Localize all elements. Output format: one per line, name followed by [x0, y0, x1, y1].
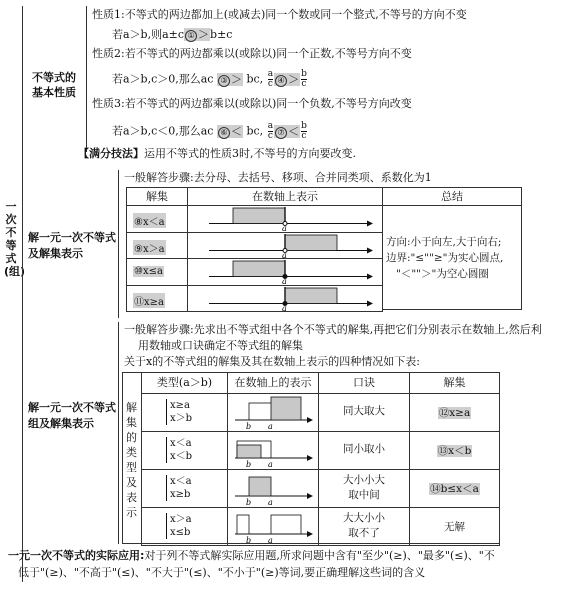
solution-region — [271, 515, 301, 534]
sys-rule: 大小小大 取中间 — [343, 474, 385, 501]
axis-label-a: a — [268, 460, 273, 469]
axis-label-a: a — [282, 250, 287, 258]
single-row-answer: ⑧x＜a — [133, 213, 166, 228]
col-header-summary: 总结 — [382, 187, 522, 206]
axis-label-b: b — [246, 536, 252, 545]
sys-answer: ⑫x≥a — [438, 407, 471, 419]
property-2-formula: 若a＞b,c＞0,那么ac ③ ＞ bc, $\frac{a}{c}$ ④ ＞ $\frac{b}{c}$ — [112, 69, 307, 89]
sys-header-type: 类型(a＞b) — [141, 372, 228, 394]
property-3: 性质3:若不等式的两边都乘以(或除以)同一个负数,不等号方向改变 — [92, 97, 412, 110]
system-number-line — [227, 469, 319, 507]
single-row-answer: ⑩x≤a — [134, 266, 163, 277]
axis-label-b: b — [246, 460, 252, 469]
application-line-2: 低于"(≥)、"不高于"(≤)、"不大于"(≤)、"不小于"(≥)等词,要正确理解这些词的含义 — [18, 566, 426, 579]
axis-label-a: a — [282, 224, 287, 232]
number-line — [187, 285, 383, 312]
solution-region — [249, 477, 271, 496]
axis-label-a: a — [268, 422, 273, 431]
col-header-axis: 在数轴上表示 — [187, 187, 383, 206]
single-row-solution — [126, 258, 188, 286]
number-line — [187, 258, 383, 285]
solution-region — [237, 515, 249, 534]
number-line — [187, 232, 383, 259]
sys-type: x＜a x＜b — [166, 437, 192, 463]
system-number-line — [227, 393, 319, 431]
single-label: 解一元一次不等式及解集表示 — [28, 231, 116, 260]
root-brace — [22, 6, 23, 582]
sys-header-axis: 在数轴上的表示 — [227, 372, 319, 394]
property-1-formula: 若a＞b,则a±c ① ＞b±c — [112, 28, 233, 41]
sys-rule: 同小取小 — [343, 443, 385, 455]
col-header-solution: 解集 — [126, 187, 188, 206]
axis-label-a: a — [282, 277, 287, 285]
single-row-solution — [126, 205, 188, 233]
axis-arrow — [367, 274, 373, 280]
single-row-answer: ⑨x＞a — [133, 240, 166, 255]
axis-arrow — [307, 455, 313, 461]
axis-label-b: b — [246, 422, 252, 431]
property-1: 性质1:不等式的两边都加上(或减去)同一个数或同一个整式,不等号的方向不变 — [92, 8, 467, 21]
system-brace — [118, 322, 119, 544]
property-2: 性质2:若不等式的两边都乘以(或除以)同一个正数,不等号方向不变 — [92, 47, 412, 60]
summary-line-1: 方向:小于向左,大于向右; — [386, 236, 502, 248]
sys-header-answer: 解集 — [409, 372, 500, 394]
axis-arrow — [307, 417, 313, 423]
axis-label-b: b — [246, 498, 252, 507]
system-steps-2: 用数轴或口诀确定不等式组的解集 — [138, 339, 303, 352]
single-row-solution — [126, 232, 188, 260]
solution-region — [233, 261, 285, 277]
single-row-answer: ⑪x≥a — [133, 293, 165, 308]
axis-arrow — [367, 221, 373, 227]
solution-region — [271, 397, 301, 420]
tip: 【满分技法】运用不等式的性质3时,不等号的方向要改变. — [78, 147, 356, 160]
side-header: 解集的类型及表示 — [126, 401, 137, 519]
basic-label: 不等式的基本性质 — [32, 71, 76, 99]
sys-header-rule: 口诀 — [318, 372, 410, 394]
system-number-line — [227, 431, 319, 469]
summary-line-2: 边界:"≤""≥"为实心圆点, — [386, 252, 504, 264]
property-3-formula: 若a＞b,c＜0,那么ac ⑥ ＜ bc, $\frac{a}{c}$ ⑦ ＜ $\frac{b}{c}$ — [112, 121, 307, 141]
root-label: 一次不等式(组) — [4, 200, 26, 278]
axis-label-a: a — [268, 498, 273, 507]
single-row-solution — [126, 285, 188, 313]
solution-region — [285, 288, 337, 304]
axis-arrow — [367, 300, 373, 306]
single-brace — [118, 170, 119, 318]
basic-brace — [86, 6, 87, 152]
system-steps-1: 一般解答步骤:先求出不等式组中各个不等式的解集,再把它们分别表示在数轴上,然后利 — [124, 323, 542, 336]
axis-label-a: a — [268, 536, 273, 545]
application-line-1: 一元一次不等式的实际应用:对于列不等式解实际应用题,所求问题中含有"至少"(≥)、"最多"(≤)、"不 — [8, 549, 495, 562]
axis-arrow — [367, 247, 373, 253]
solution-region — [285, 235, 337, 251]
sys-answer: ⑭b≤x＜a — [430, 483, 479, 495]
solution-region — [233, 208, 285, 224]
axis-arrow — [307, 531, 313, 537]
sys-type: x＞a x≤b — [166, 513, 192, 539]
summary-line-3: "＜""＞"为空心圆圈 — [396, 268, 489, 280]
sys-rule: 同大取大 — [343, 405, 385, 417]
axis-label-a: a — [282, 303, 287, 311]
sys-type: x＜a x≥b — [166, 475, 192, 501]
system-number-line — [227, 507, 319, 545]
sys-rule: 大大小小 取不了 — [343, 512, 385, 539]
sys-answer: ⑬x＜b — [437, 445, 472, 457]
sys-type: x≥a x＞b — [166, 399, 192, 425]
axis-arrow — [307, 493, 313, 499]
system-label: 解一元一次不等式组及解集表示 — [28, 401, 116, 430]
number-line — [187, 205, 383, 232]
sys-answer: 无解 — [444, 521, 465, 533]
single-steps: 一般解答步骤:去分母、去括号、移项、合并同类项、系数化为1 — [124, 171, 432, 184]
system-intro: 关于x的不等式组的解集及其在数轴上表示的四种情况如下表: — [124, 355, 420, 368]
solution-region — [237, 445, 261, 458]
